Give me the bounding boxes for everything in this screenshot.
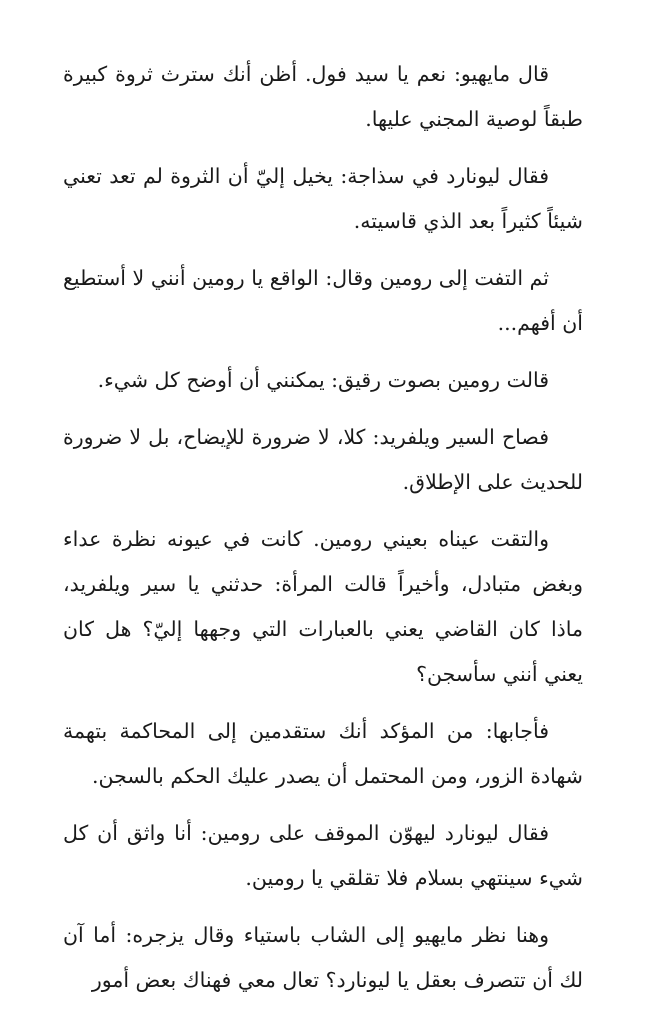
paragraph: فقال ليونارد في سذاجة: يخيل إليّ أن الثروة لم تعد تعني شيئاً كثيراً بعد الذي قاسيته. [63, 164, 583, 233]
paragraph: قالت رومين بصوت رقيق: يمكنني أن أوضح كل شيء. [97, 368, 549, 392]
paragraph: قال مايهيو: نعم يا سيد فول. أظن أنك سترث ثروة كبيرة طبقاً لوصية المجني عليها. [63, 62, 583, 131]
paragraph: وهنا نظر مايهيو إلى الشاب باستياء وقال يزجره: أما آن لك أن تتصرف بعقل يا ليونارد؟ تعال معي فهناك بعض أمور [63, 923, 583, 992]
paragraph: فصاح السير ويلفريد: كلا، لا ضرورة للإيضاح، بل لا ضرورة للحديث على الإطلاق. [63, 425, 583, 494]
paragraph: والتقت عيناه بعيني رومين. كانت في عيونه نظرة عداء وبغض متبادل، وأخيراً قالت المرأة: حدثني يا سير ويلفريد، ماذا كان القاضي يعني بالعبارات التي وجهها إليّ؟ هل كان يعني أنني سأسجن؟ [63, 527, 583, 686]
paragraph: فقال ليونارد ليهوّن الموقف على رومين: أنا واثق أن كل شيء سينتهي بسلام فلا تقلقي يا رومين. [63, 821, 583, 890]
paragraph: ثم التفت إلى رومين وقال: الواقع يا رومين أنني لا أستطيع أن أفهم... [63, 266, 583, 335]
paragraph: فأجابها: من المؤكد أنك ستقدمين إلى المحاكمة بتهمة شهادة الزور، ومن المحتمل أن يصدر عليك الحكم بالسجن. [63, 719, 583, 788]
book-page [63, 52, 583, 1015]
